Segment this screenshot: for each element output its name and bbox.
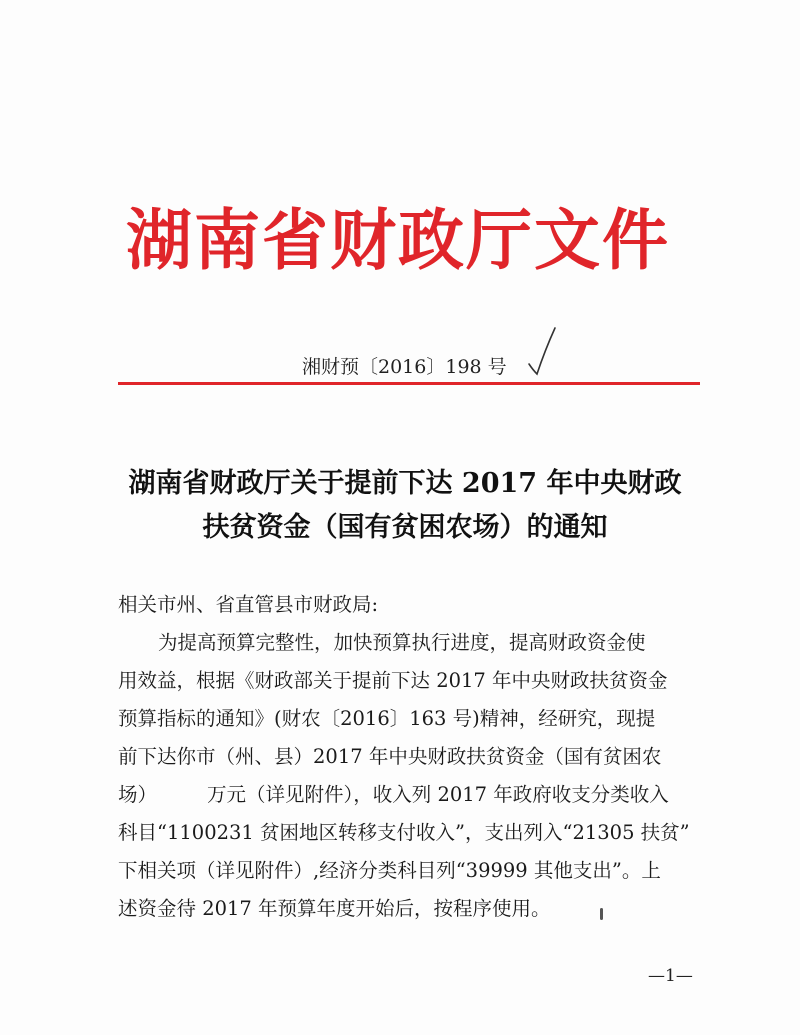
body-line: 前下达你市（州、县）2017 年中央财政扶贫资金（国有贫困农 bbox=[118, 745, 662, 768]
body-line: 用效益，根据《财政部关于提前下达 2017 年中央财政扶贫资金 bbox=[118, 669, 668, 692]
issuer-header-title: 湖南省财政厅文件 bbox=[126, 202, 670, 279]
handwritten-check-icon bbox=[525, 320, 565, 380]
body-line: 科目“1100231 贫困地区转移支付收入”，支出列入“21305 扶贫” bbox=[118, 821, 690, 844]
body-line-part: 场） bbox=[118, 783, 158, 806]
salutation: 相关市州、省直管县市财政局: bbox=[118, 593, 379, 616]
notice-title bbox=[100, 462, 710, 550]
body-line-with-blank bbox=[118, 776, 708, 814]
body-line: 为提高预算完整性，加快预算执行进度，提高财政资金使 bbox=[158, 631, 646, 654]
notice-title-line-2: 扶贫资金（国有贫困农场）的通知 bbox=[202, 512, 608, 543]
body-line: 下相关项（详见附件）,经济分类科目列“39999 其他支出”。上 bbox=[118, 859, 661, 882]
notice-title-line-1: 湖南省财政厅关于提前下达 2017 年中央财政 bbox=[128, 468, 682, 499]
scan-speck bbox=[600, 908, 603, 920]
document-number: 湘财预〔2016〕198 号 bbox=[302, 356, 507, 378]
notice-body bbox=[118, 586, 708, 928]
body-line: 述资金待 2017 年预算年度开始后，按程序使用。 bbox=[118, 897, 551, 920]
body-line: 预算指标的通知》(财农〔2016〕163 号)精神，经研究，现提 bbox=[118, 707, 656, 730]
page-number: —1— bbox=[648, 966, 693, 986]
red-divider-line bbox=[118, 382, 700, 385]
body-line-part: 万元（详见附件），收入列 2017 年政府收支分类收入 bbox=[207, 783, 669, 806]
